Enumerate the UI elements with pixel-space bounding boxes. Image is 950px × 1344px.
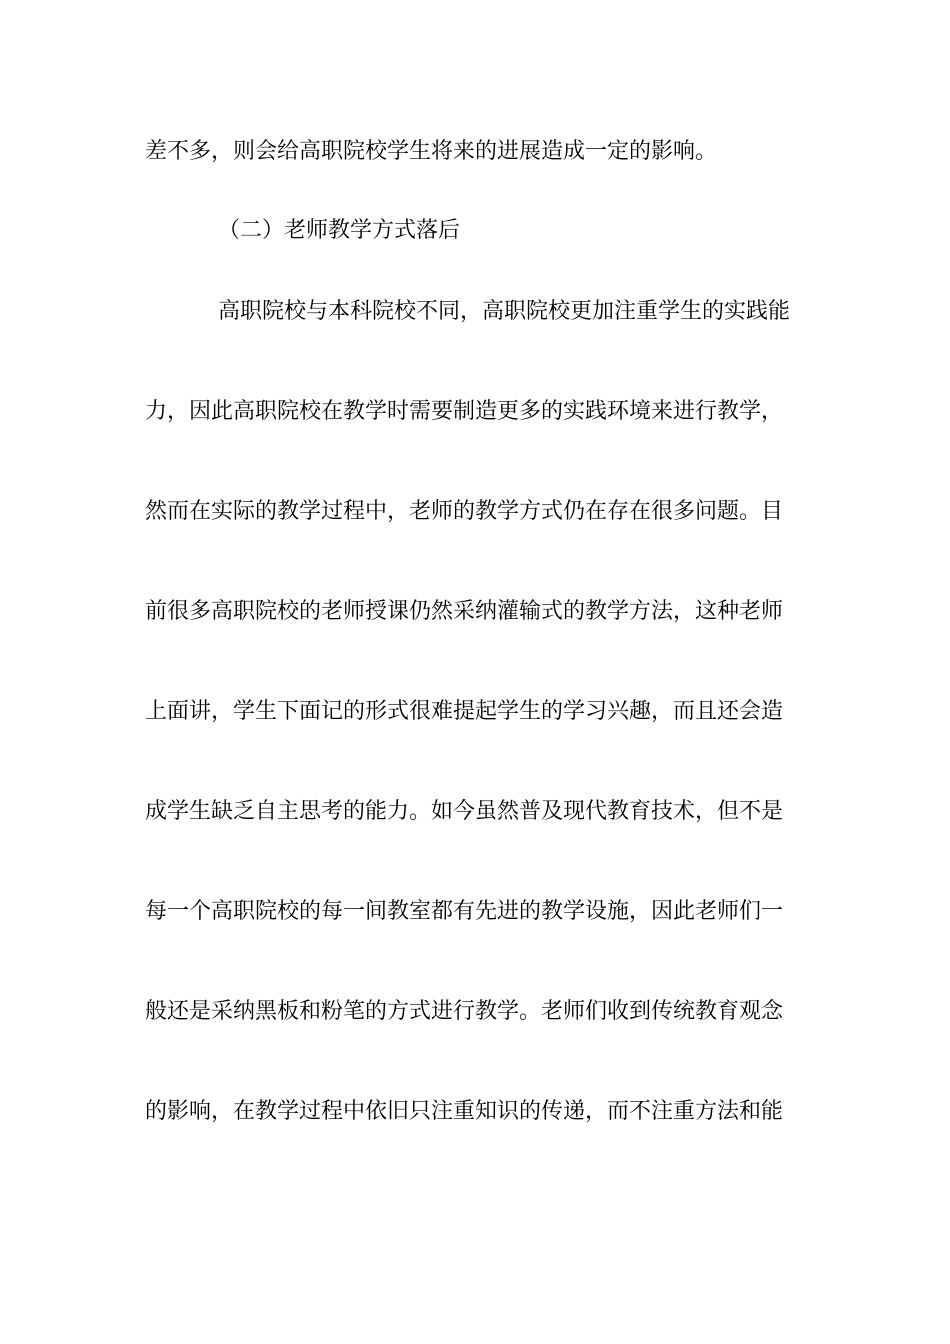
paragraph-line-4: 前很多高职院校的老师授课仍然采纳灌输式的教学方法，这种老师 bbox=[145, 599, 784, 624]
paragraph-line-9: 的影响，在教学过程中依旧只注重知识的传递，而不注重方法和能 bbox=[145, 1099, 784, 1124]
paragraph-line-3: 然而在实际的教学过程中，老师的教学方式仍在存在很多问题。目 bbox=[145, 499, 784, 524]
paragraph-line-5: 上面讲，学生下面记的形式很难提起学生的学习兴趣，而且还会造 bbox=[145, 699, 784, 724]
section-heading: （二）老师教学方式落后 bbox=[218, 218, 461, 243]
paragraph-line-7: 每一个高职院校的每一间教室都有先进的教学设施，因此老师们一 bbox=[145, 899, 784, 924]
paragraph-line-2: 力，因此高职院校在教学时需要制造更多的实践环境来进行教学， bbox=[145, 399, 784, 424]
paragraph-continuation-line: 差不多，则会给高职院校学生将来的进展造成一定的影响。 bbox=[145, 139, 718, 164]
paragraph-line-1: 高职院校与本科院校不同，高职院校更加注重学生的实践能 bbox=[218, 299, 791, 324]
paragraph-line-6: 成学生缺乏自主思考的能力。如今虽然普及现代教育技术，但不是 bbox=[145, 799, 784, 824]
paragraph-line-8: 般还是采纳黑板和粉笔的方式进行教学。老师们收到传统教育观念 bbox=[145, 999, 784, 1024]
